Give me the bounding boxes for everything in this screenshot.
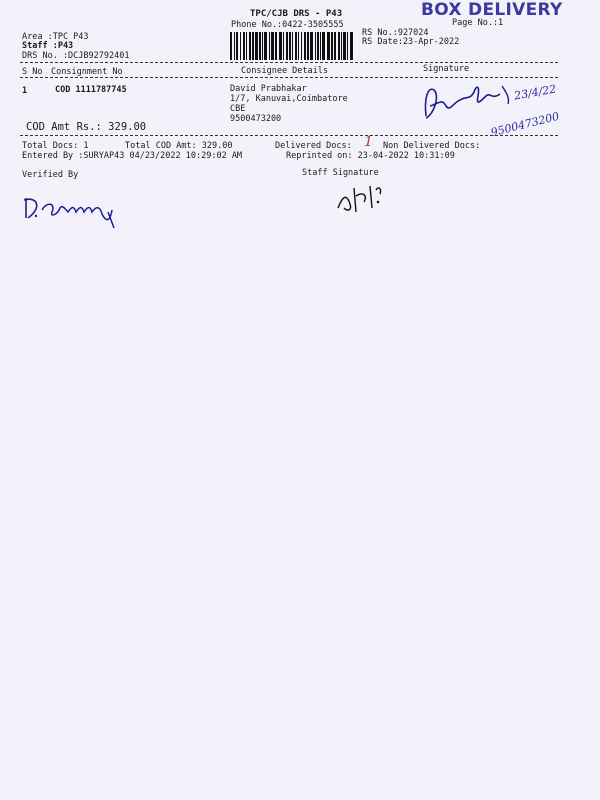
staff-signature — [334, 178, 394, 218]
barcode-bar — [262, 32, 263, 60]
staff-label: Staff :P43 — [22, 41, 74, 51]
row-sno: 1 — [22, 86, 28, 96]
barcode-bar — [322, 32, 325, 60]
reprinted-on: Reprinted on: 23-04-2022 10:31:09 — [286, 151, 455, 161]
handwritten-date: 23/4/22 — [513, 82, 558, 103]
barcode-bar — [310, 32, 313, 60]
divider — [20, 62, 558, 63]
drs-number: DRS No. :DCJB92792401 — [22, 51, 130, 61]
non-delivered-docs: Non Delivered Docs: — [383, 141, 481, 151]
verifier-signature — [20, 192, 130, 232]
barcode-bar — [334, 32, 336, 60]
col-consignment: Consignment No — [51, 67, 123, 77]
barcode-bar — [295, 32, 297, 60]
barcode-bar — [271, 32, 274, 60]
consignee-name: David Prabhakar — [230, 84, 307, 94]
consignee-city: CBE — [230, 104, 246, 114]
drs-title: TPC/CJB DRS - P43 — [250, 9, 343, 19]
barcode-bar — [255, 32, 258, 60]
box-delivery-stamp: BOX DELIVERY — [421, 0, 563, 20]
entered-by: Entered By :SURYAP43 04/23/2022 10:29:02 AM — [22, 151, 243, 161]
barcode — [230, 32, 356, 60]
barcode-bar — [236, 32, 238, 60]
divider — [20, 135, 558, 136]
barcode-bar — [341, 32, 342, 60]
consignee-phone: 9500473200 — [230, 114, 282, 124]
page-number: Page No.:1 — [452, 18, 504, 28]
consignee-details — [230, 84, 348, 124]
barcode-bar — [283, 32, 284, 60]
delivered-docs-label: Delivered Docs: — [275, 141, 352, 151]
barcode-bar — [292, 32, 293, 60]
barcode-bar — [275, 32, 277, 60]
barcode-bar — [264, 32, 267, 60]
barcode-bar — [317, 32, 319, 60]
barcode-bar — [320, 32, 321, 60]
barcode-bar — [343, 32, 346, 60]
barcode-bar — [252, 32, 254, 60]
barcode-bar — [301, 32, 302, 60]
area-label: Area :TPC P43 — [22, 32, 89, 42]
barcode-bar — [240, 32, 241, 60]
handwritten-phone: 9500473200 — [489, 109, 561, 140]
total-cod-amount: Total COD Amt: 329.00 — [125, 141, 233, 151]
cod-amount: COD Amt Rs.: 329.00 — [26, 121, 147, 133]
rs-date: RS Date:23-Apr-2022 — [362, 37, 460, 47]
barcode-bar — [246, 32, 247, 60]
verified-by-label: Verified By — [22, 170, 79, 180]
barcode-bar — [279, 32, 282, 60]
row-consignment: COD 1111787745 — [55, 85, 127, 95]
staff-signature-label: Staff Signature — [302, 168, 379, 178]
barcode-bar — [307, 32, 309, 60]
barcode-bar — [347, 32, 348, 60]
barcode-bar — [243, 32, 245, 60]
barcode-bar — [304, 32, 306, 60]
barcode-bar — [249, 32, 251, 60]
barcode-bar — [259, 32, 261, 60]
col-signature: Signature — [423, 64, 470, 74]
barcode-bar — [234, 32, 235, 60]
barcode-bar — [298, 32, 299, 60]
phone-number: Phone No.:0422-3505555 — [231, 20, 344, 30]
rs-number: RS No.:927024 — [362, 28, 429, 38]
barcode-bar — [286, 32, 288, 60]
total-docs: Total Docs: 1 — [22, 141, 89, 151]
col-consignee: Consignee Details — [241, 66, 328, 76]
barcode-bar — [230, 32, 232, 60]
barcode-bar — [331, 32, 333, 60]
barcode-bar — [289, 32, 291, 60]
barcode-bar — [350, 32, 353, 60]
delivered-docs-value: 1 — [364, 134, 373, 150]
barcode-bar — [338, 32, 340, 60]
barcode-bar — [315, 32, 316, 60]
barcode-bar — [269, 32, 270, 60]
barcode-bar — [327, 32, 330, 60]
consignee-address: 1/7, Kanuvai,Coimbatore — [230, 94, 348, 104]
col-sno: S No — [22, 67, 43, 77]
